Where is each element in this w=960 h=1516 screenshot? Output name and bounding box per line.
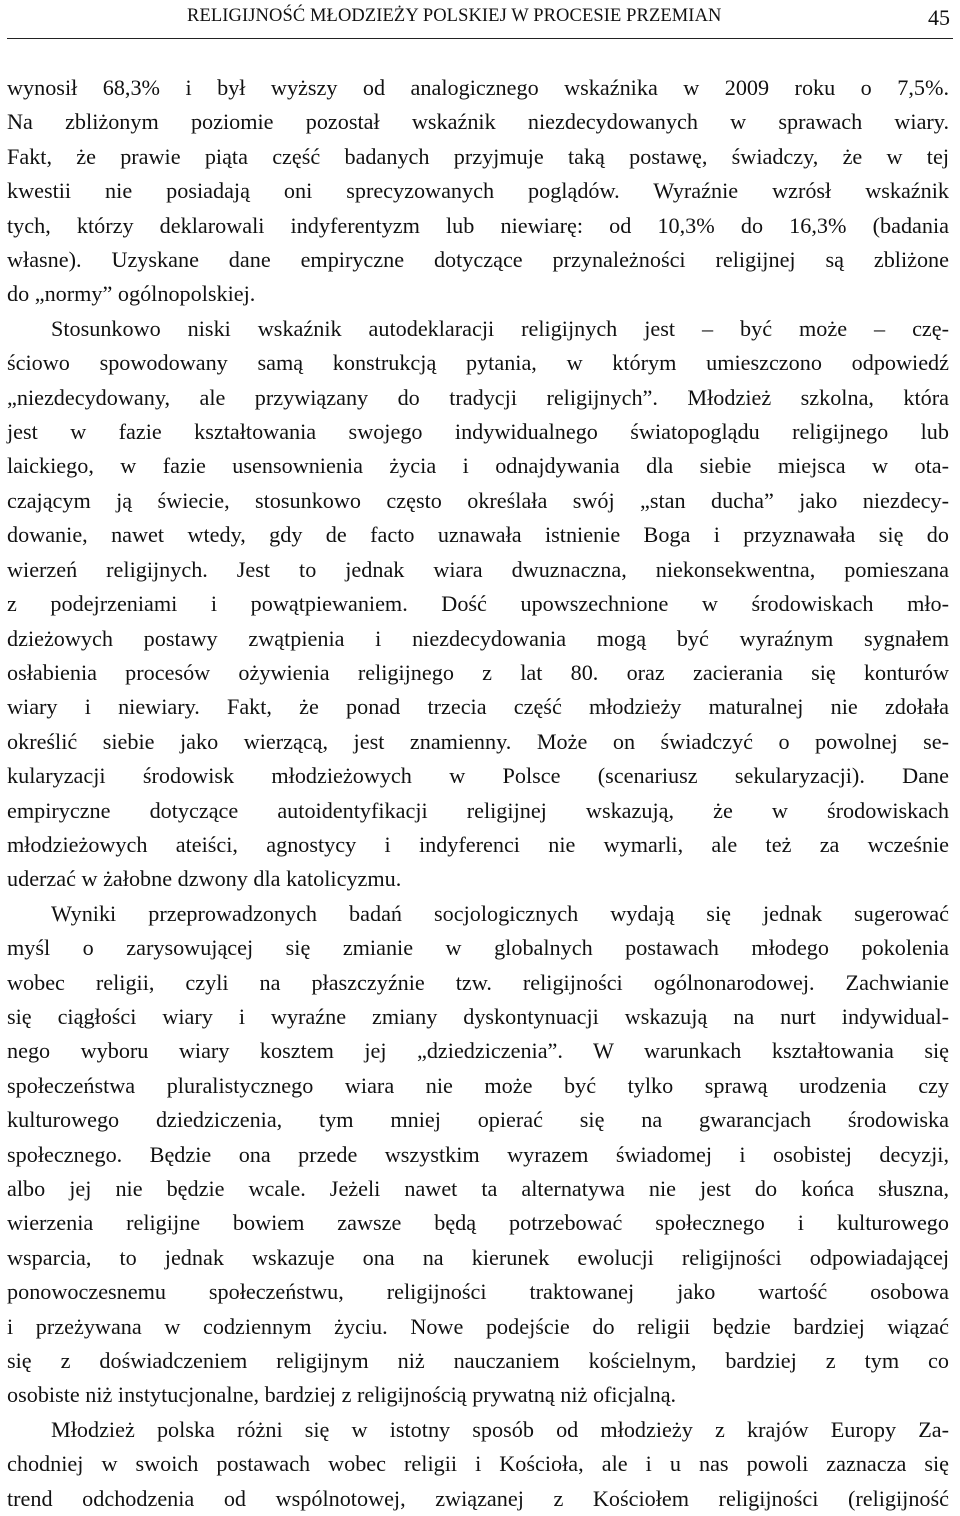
text-line: jest w fazie kształtowania swojego indywidualnego światopoglądu religijnego lub <box>7 419 949 445</box>
text-line: wierzeń religijnych. Jest to jednak wiara dwuznaczna, niekonsekwentna, pomieszana <box>7 556 949 582</box>
text-line: osobiste niż instytucjonalne, bardziej z religijnością prywatną niż oficjalną. <box>7 1382 677 1408</box>
text-line: się ciągłości wiary i wyraźne zmiany dyskontynuacji wskazują na nurt indywidual- <box>7 1003 949 1029</box>
text-line: wynosił 68,3% i był wyższy od analogicznego wskaźnika w 2009 roku o 7,5%. <box>7 75 949 100</box>
text-line: społecznego. Będzie ona przede wszystkim wyrazem świadomej i osobistej decyzji, <box>7 1141 949 1167</box>
text-line: kwestii nie posiadają oni sprecyzowanych poglądów. Wyraźnie wzrósł wskaźnik <box>7 178 949 204</box>
text-line: Stosunkowo niski wskaźnik autodeklaracji religijnych jest – być może – czę- <box>51 315 949 341</box>
text-line: i przeżywana w codziennym życiu. Nowe podejście do religii będzie bardziej wiązać <box>7 1313 949 1339</box>
text-line: dzieżowych postawy zwątpienia i niezdecydowania mogą być wyraźnym sygnałem <box>7 625 949 651</box>
text-line: Wyniki przeprowadzonych badań socjologicznych wydają się jednak sugerować <box>51 900 949 926</box>
text-line: laickiego, w fazie usensownienia życia i odnajdywania dla siebie miejsca w ota- <box>7 453 949 479</box>
paragraph <box>7 312 949 897</box>
text-line: młodzieżowych ateiści, agnostycy i indyferenci nie wymarli, ale też za wcześnie <box>7 831 949 857</box>
text-line: „niezdecydowany, ale przywiązany do tradycji religijnych”. Młodzież szkolna, która <box>7 384 949 410</box>
running-header <box>7 0 953 39</box>
text-line: czającym ją świecie, stosunkowo często określała swój „stan ducha” jako niezdecy- <box>7 487 949 513</box>
text-line: wobec religii, czyli na płaszczyźnie tzw. religijności ogólnonarodowej. Zachwianie <box>7 969 949 995</box>
text-line: wsparcia, to jednak wskazuje ona na kierunek ewolucji religijności odpowiadającej <box>7 1244 949 1270</box>
text-line: tych, którzy deklarowali indyferentyzm lub niewiarę: od 10,3% do 16,3% (badania <box>7 212 949 238</box>
paragraph <box>7 71 949 312</box>
text-line: osłabienia procesów ożywienia religijnego z lat 80. oraz zacierania się konturów <box>7 659 949 685</box>
text-line: empiryczne dotyczące autoidentyfikacji religijnej wskazują, że w środowiskach <box>7 797 949 823</box>
text-line: Młodzież polska różni się w istotny sposób od młodzieży z krajów Europy Za- <box>51 1416 949 1442</box>
text-line: nego wyboru wiary kosztem jej „dziedziczenia”. W warunkach kształtowania się <box>7 1038 949 1064</box>
text-line: myśl o zarysowującej się zmianie w globalnych postawach młodego pokolenia <box>7 935 949 961</box>
text-line: społeczeństwa pluralistycznego wiara nie może być tylko sprawą urodzenia czy <box>7 1072 949 1098</box>
body-text <box>7 71 949 1516</box>
page-number: 45 <box>928 5 950 30</box>
text-line: dowanie, nawet wtedy, gdy de facto uznawała istnienie Boga i przyznawała się do <box>7 522 949 548</box>
running-title: RELIGIJNOŚĆ MŁODZIEŻY POLSKIEJ W PROCESIE PRZEMIAN <box>187 6 722 26</box>
text-line: albo jej nie będzie wcale. Jeżeli nawet ta alternatywa nie jest do końca słuszna, <box>7 1176 949 1201</box>
text-line: uderzać w żałobne dzwony dla katolicyzmu. <box>7 866 402 892</box>
text-line: kularyzacji środowisk młodzieżowych w Polsce (scenariusz sekularyzacji). Dane <box>7 763 949 789</box>
text-line: ściowo spowodowany samą konstrukcją pytania, w którym umieszczono odpowiedź <box>7 350 949 376</box>
text-line: wierzenia religijne bowiem zawsze będą potrzebować społecznego i kulturowego <box>7 1210 949 1236</box>
text-line: się z doświadczeniem religijnym niż nauczaniem kościelnym, bardziej z tym co <box>7 1348 949 1374</box>
text-line: Fakt, że prawie piąta część badanych przyjmuje taką postawę, świadczy, że w tej <box>7 143 949 169</box>
paragraph <box>7 897 949 1413</box>
text-line: kulturowego dziedziczenia, tym mniej opierać się na gwarancjach środowiska <box>7 1107 949 1133</box>
text-line: ponowoczesnemu społeczeństwu, religijności traktowanej jako wartość osobowa <box>7 1279 949 1305</box>
text-line: Na zbliżonym poziomie pozostał wskaźnik niezdecydowanych w sprawach wiary. <box>7 109 949 135</box>
text-line: wiary i niewiary. Fakt, że ponad trzecia część młodzieży maturalnej nie zdołała <box>7 694 949 720</box>
text-line: do „normy” ogólnopolskiej. <box>7 281 256 307</box>
paragraph <box>7 1413 949 1516</box>
text-line: własne). Uzyskane dane empiryczne dotyczące przynależności religijnej są zbliżone <box>7 247 949 273</box>
text-line: trend odchodzenia od wspólnotowej, związanej z Kościołem religijności (religijność <box>7 1485 949 1511</box>
text-line: określić siebie jako wierzącą, jest znamienny. Może on świadczyć o powolnej se- <box>7 728 949 754</box>
text-line: z podejrzeniami i powątpiewaniem. Dość upowszechnione w środowiskach mło- <box>7 591 949 617</box>
text-line: chodniej w swoich postawach wobec religii i Kościoła, ale i u nas powoli zaznacza się <box>7 1451 949 1477</box>
